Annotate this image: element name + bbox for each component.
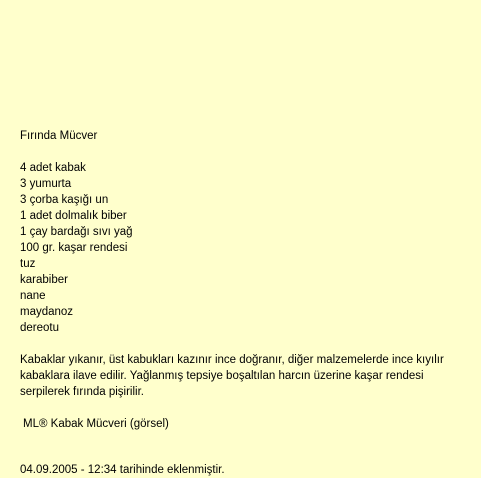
spacer [20,400,450,416]
ingredient-item: tuz [20,258,36,270]
ingredient-item: dereotu [20,322,60,334]
ingredient-item: 100 gr. kaşar rendesi [20,242,128,254]
ingredient-item: 1 çay bardağı sıvı yağ [20,226,133,238]
date-added-footer: 04.09.2005 - 12:34 tarihinde eklenmiştir. [20,464,225,476]
ingredient-list [20,160,450,336]
ingredient-item: karabiber [20,274,68,286]
spacer [20,144,450,160]
recipe-title: Fırında Mücver [20,130,98,142]
recipe-content [20,128,450,432]
ingredient-item: nane [20,290,46,302]
ingredient-item: 4 adet kabak [20,162,86,174]
spacer [20,336,450,352]
link-line [20,416,450,432]
ingredient-item: 1 adet dolmalık biber [20,210,127,222]
ingredient-item: maydanoz [20,306,74,318]
ingredient-item: 3 yumurta [20,178,72,190]
recipe-instructions: Kabaklar yıkanır, üst kabukları kazınır ince doğranır, diğer malzemelerde ince kıyılır kabaklara ilave edilir. Yağlanmış tepsiye boşaltılan harcın üzerine kaşar rendesi serpilerek fırında pişirilir. [20,354,444,398]
ingredient-item: 3 çorba kaşığı un [20,194,109,206]
image-link[interactable]: ML® Kabak Mücveri (görsel) [23,418,169,430]
